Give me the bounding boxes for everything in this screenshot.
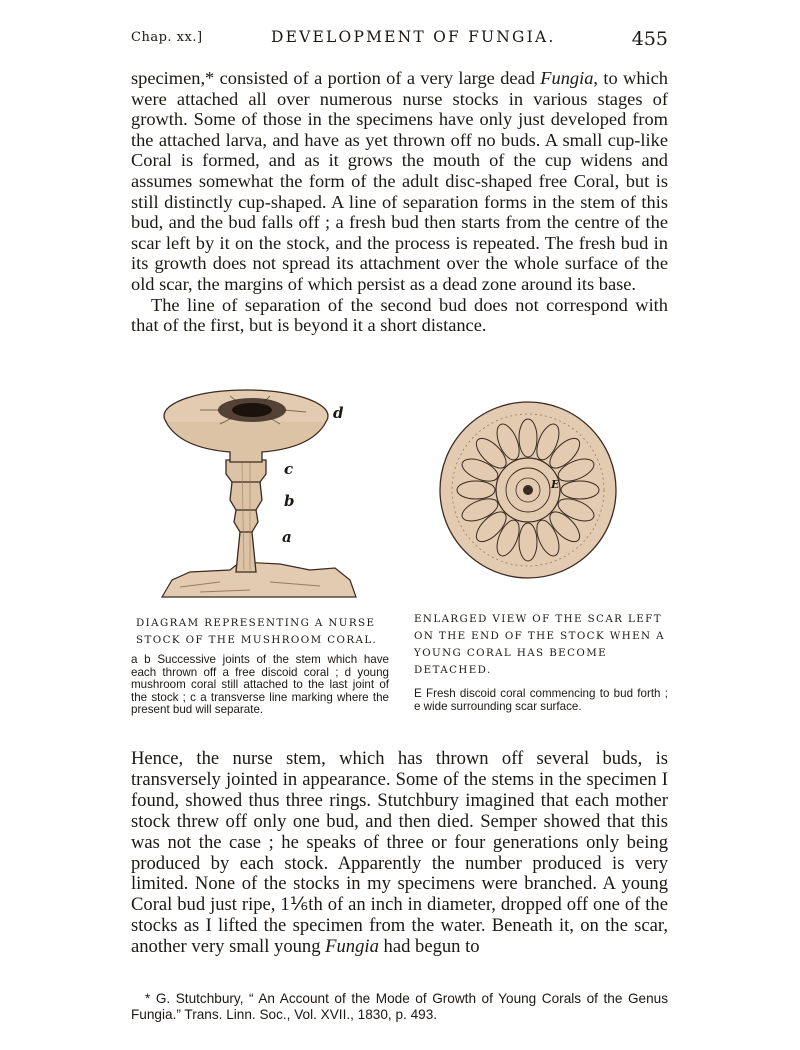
nurse-stock-illustration — [160, 382, 360, 602]
label-e: E — [551, 478, 560, 491]
page-number: 455 — [631, 28, 668, 50]
scar-illustration — [438, 400, 618, 580]
paragraph-2: The line of separation of the second bud does not correspond with that of the first, but is beyond it a short distance. — [131, 294, 668, 336]
running-header — [131, 26, 668, 54]
right-caption-title: ENLARGED VIEW OF THE SCAR LEFT ON THE END OF THE STOCK WHEN A YOUNG CORAL HAS BECOME DETACHED. — [414, 613, 665, 676]
nurse-stock-figure — [160, 382, 360, 602]
chapter-label: Chap. xx.] — [131, 30, 203, 45]
left-caption-body: a b Successive joints of the stem which have each thrown off a free discoid coral ; d young mushroom coral still attached to the last joint of the stock ; c a transverse line marking where the present bud will separate. — [131, 653, 389, 717]
label-b: b — [284, 492, 295, 510]
running-title: DEVELOPMENT OF FUNGIA. — [271, 28, 556, 46]
label-a: a — [282, 528, 292, 546]
genus-name: Fungia — [540, 68, 594, 88]
bottom-text-block — [131, 749, 668, 958]
paragraph-1: specimen,* consisted of a portion of a very large dead Fungia, to which were attached all over numerous nurse stocks in various stages of growth. Some of those in the specimens have only just developed from the attached larva, and have as yet thrown off no buds. A small cup-like Coral is formed, and as it grows the mouth of the cup widens and assumes somewhat the form of the adult disc-shaped free Coral, but is still distinctly cup-shaped. A line of separation forms in the stem of this bud, and the bud falls off ; a fresh bud then starts from the centre of the scar left by it on the stock, and the process is repeated. The fresh bud in its growth does not spread its attachment over the whole surface of the old scar, the margins of which persist as a dead zone around its base. — [131, 68, 668, 294]
right-caption-body: E Fresh discoid coral commencing to bud forth ; e wide surrounding scar surface. — [414, 687, 668, 713]
label-d: d — [333, 404, 344, 422]
paragraph-3: Hence, the nurse stem, which has thrown off several buds, is transversely jointed in appearance. Some of the stems in the specimen I found, showed thus three rings. Stutchbury imagined that each mother stock threw off only one bud, and then died. Semper showed that this was not the case ; he speaks of three or four generations only being produced by each stock. Apparently the number produced is very limited. None of the stocks in my specimens were branched. A young Coral bud just ripe, 1⅙th of an inch in diameter, dropped off one of the stocks as I lifted the specimen from the water. Beneath it, on the scar, another very small young Fungia had begun to — [131, 748, 668, 958]
left-caption-title: DIAGRAM REPRESENTING A NURSE STOCK OF THE MUSHROOM CORAL. — [136, 617, 378, 646]
label-c: c — [284, 460, 294, 478]
genus-name-2: Fungia — [325, 936, 379, 958]
scar-figure — [438, 400, 618, 580]
top-text-block — [131, 68, 668, 336]
fraction: 1⅙th — [280, 894, 323, 916]
footnote: * G. Stutchbury, “ An Account of the Mode of Growth of Young Corals of the Genus Fungia.” Trans. Linn. Soc., Vol. XVII., 1830, p. 493. — [131, 991, 668, 1022]
